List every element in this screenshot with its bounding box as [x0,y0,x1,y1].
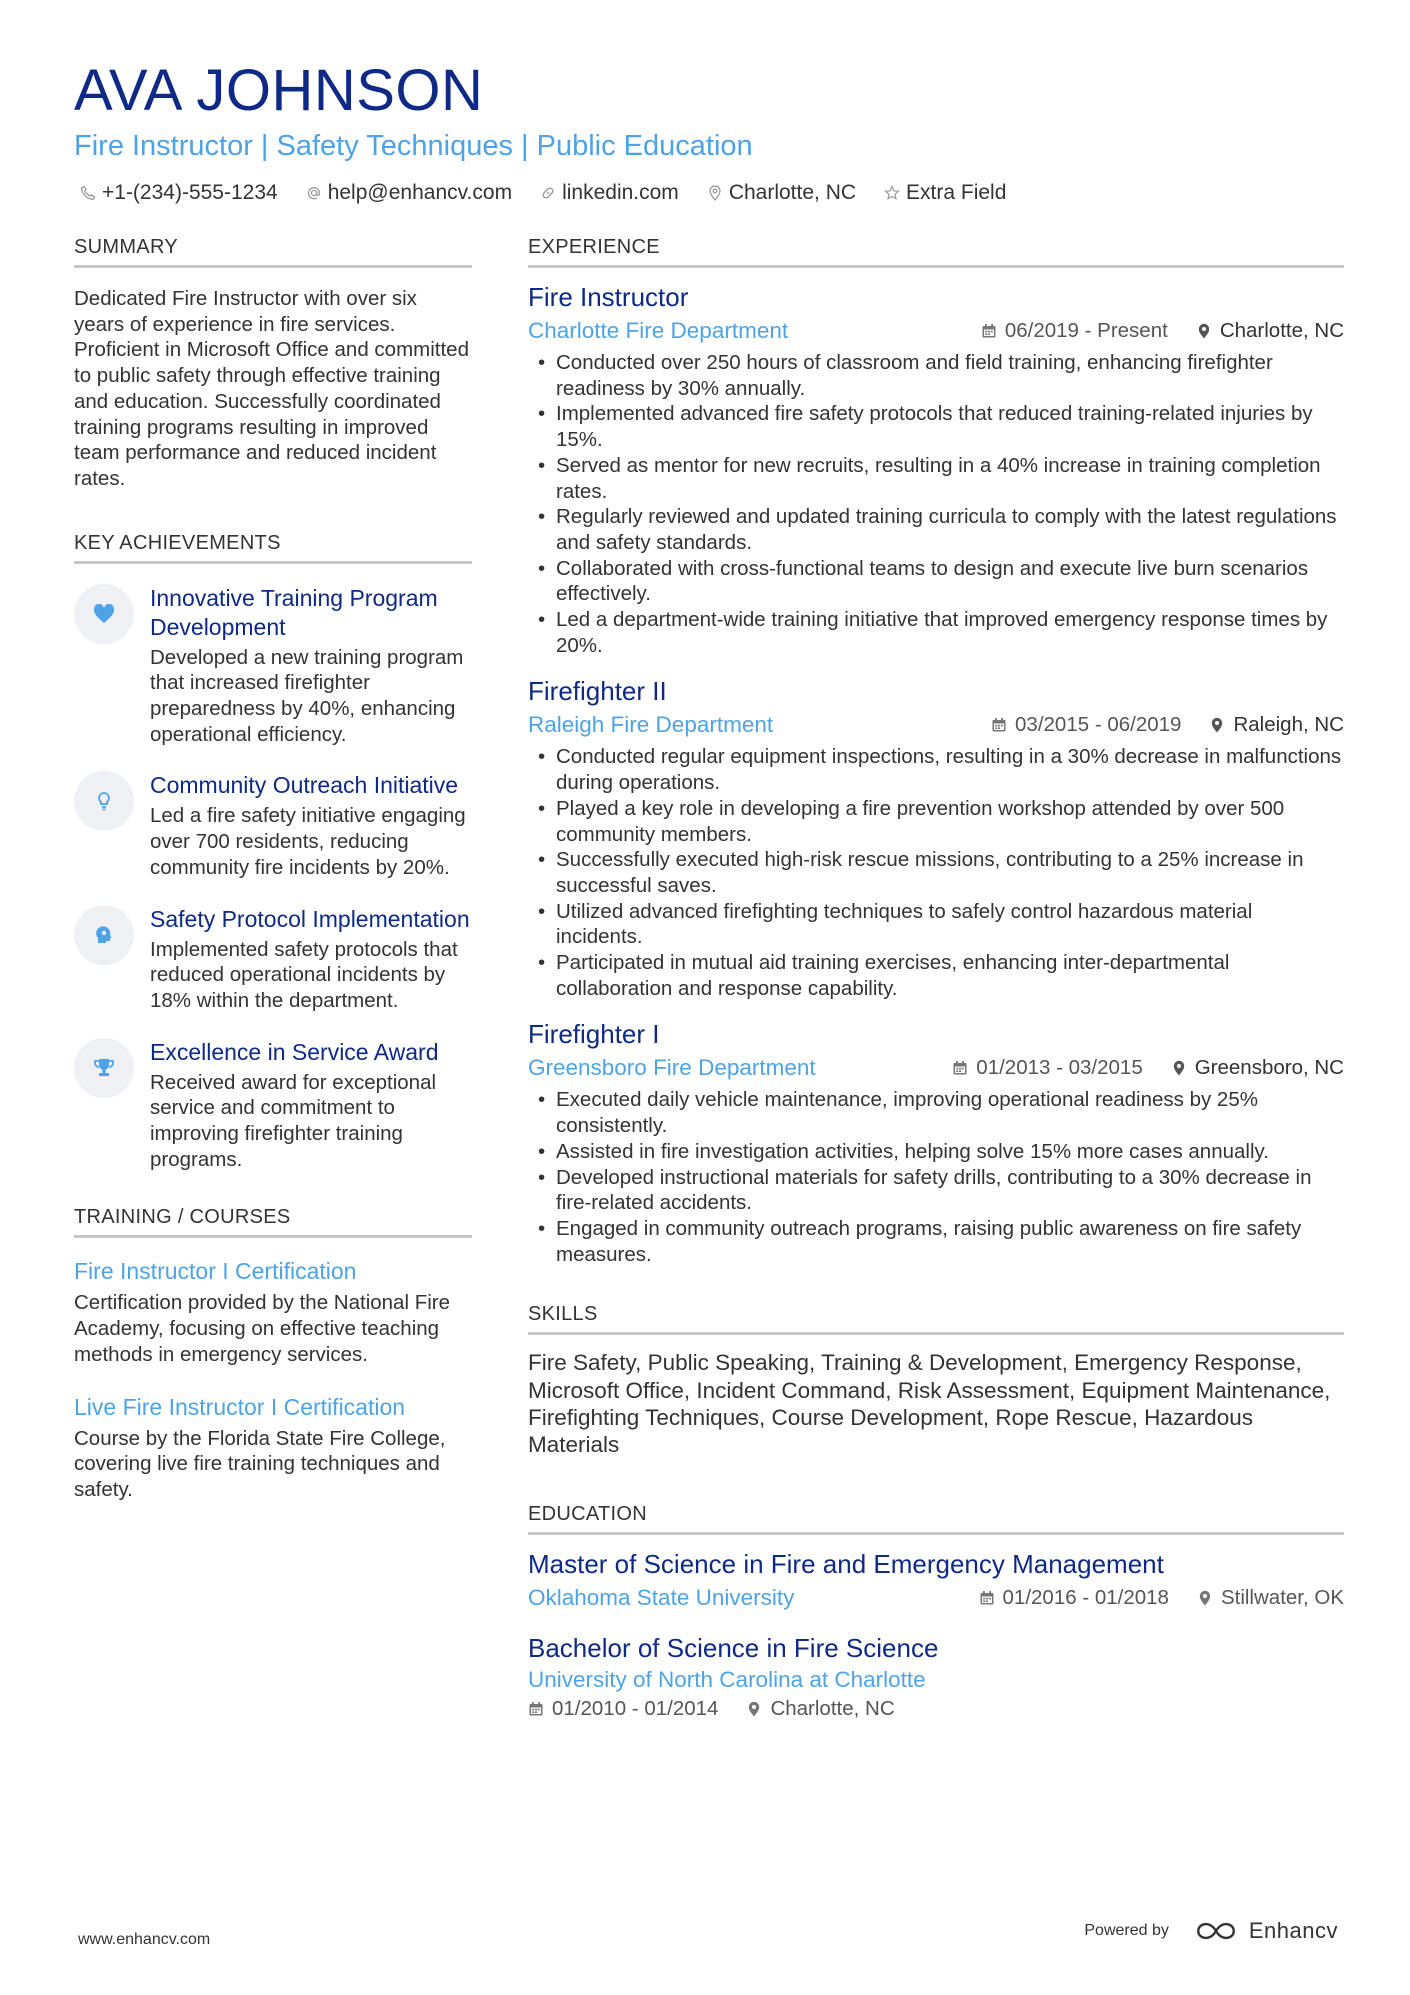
job-bullets [528,744,1344,1001]
candidate-tagline: Fire Instructor | Safety Techniques | Public Education [74,130,753,162]
training-section [74,1206,472,1502]
skills-heading: SKILLS [528,1303,1344,1335]
right-column [528,236,1344,1739]
calendar-icon [952,1060,968,1076]
achievement-text: Developed a new training program that increased firefighter preparedness by 40%, enhancing operational efficiency. [150,645,464,746]
experience-heading: EXPERIENCE [528,236,1344,268]
company-name: Charlotte Fire Department [528,318,789,343]
education-location-text: Charlotte, NC [770,1696,895,1720]
summary-heading: SUMMARY [74,236,472,268]
infinity-logo-icon [1193,1919,1239,1943]
trophy-icon [92,1056,116,1080]
job-entry [528,280,1344,658]
achievement-title: Excellence in Service Award [150,1038,439,1065]
job-location [1171,1056,1344,1080]
location-pin-icon [746,1701,762,1717]
course-title: Live Fire Instructor I Certification [74,1393,406,1420]
candidate-name: AVA JOHNSON [74,58,484,123]
job-bullet: • Implemented advanced fire safety protocols that reduced training-related injuries by 15%. [528,401,1344,452]
achievements-section [74,532,472,1173]
resume-header [74,60,1344,208]
achievement-title: Community Outreach Initiative [150,772,459,799]
job-bullets [528,350,1344,658]
achievement-icon-wrap [74,584,134,644]
job-bullet: • Conducted over 250 hours of classroom and field training, enhancing firefighter readiness by 30% annually. [528,350,1344,401]
experience-section [528,236,1344,1267]
job-dates-text: 01/2013 - 03/2015 [976,1056,1143,1080]
skills-list: Fire Safety, Public Speaking, Training & Development, Emergency Response, Microsoft Office, Incident Command, Risk Assessment, Equipment Maintenance, Firefighting Techniques, Course Development, Rope Rescue, Hazardous Materials [528,1350,1331,1458]
job-location-text: Greensboro, NC [1194,1056,1344,1080]
contact-location-text: Charlotte, NC [728,181,857,204]
job-bullet: • Led a department-wide training initiative that improved emergency response times by 20%. [528,607,1344,658]
education-dates [979,1586,1169,1610]
head-gear-icon [92,923,116,947]
achievement-icon-wrap [74,905,134,965]
achievement-icon-wrap [74,1038,134,1098]
job-location-text: Raleigh, NC [1233,713,1344,737]
job-dates [952,1056,1142,1080]
course-title: Fire Instructor I Certification [74,1258,357,1285]
job-title: Fire Instructor [528,282,689,312]
job-title: Firefighter I [528,1019,660,1050]
footer-website[interactable]: www.enhancv.com [78,1931,211,1948]
calendar-icon [979,1590,995,1606]
achievement-item [74,905,472,1014]
achievement-icon-wrap [74,771,134,831]
achievement-item [74,1038,472,1173]
contact-email-text[interactable]: help@enhancv.com [327,181,513,204]
achievement-item [74,771,472,880]
school-name: University of North Carolina at Charlotte [528,1666,926,1692]
job-bullet: • Regularly reviewed and updated training curricula to comply with the latest regulations and safety standards. [528,504,1344,555]
course-item [74,1256,472,1367]
job-entry [528,1017,1344,1267]
job-entry [528,674,1344,1001]
training-heading: TRAINING / COURSES [74,1206,472,1238]
calendar-icon [981,323,997,339]
job-dates [991,713,1181,737]
job-location-text: Charlotte, NC [1219,319,1344,342]
education-location-text: Stillwater, OK [1220,1585,1344,1609]
job-bullet: • Executed daily vehicle maintenance, improving operational readiness by 25% consistently. [528,1087,1344,1138]
location-pin-icon [1171,1060,1187,1076]
education-entry [528,1547,1344,1613]
achievement-text: Received award for exceptional service and commitment to improving firefighter training programs. [150,1070,437,1171]
contact-email[interactable] [306,178,512,208]
achievement-text: Implemented safety protocols that reduced operational incidents by 18% within the department. [150,937,458,1012]
contact-phone [80,178,278,208]
course-text: Course by the Florida State Fire College, covering live fire training techniques and safety. [74,1426,446,1501]
course-text: Certification provided by the National Fire Academy, focusing on effective teaching methods in emergency services. [74,1291,451,1366]
summary-text: Dedicated Fire Instructor with over six years of experience in fire services. Proficient in Microsoft Office and committed to public safety through effective training and education. Successfully coordinated training programs resulting in improved team performance and reduced incident rates. [74,287,469,490]
lightbulb-icon [92,789,116,813]
star-icon [884,185,900,201]
footer-branding [1084,1918,1338,1944]
degree-title: Bachelor of Science in Fire Science [528,1632,939,1663]
degree-title: Master of Science in Fire and Emergency Management [528,1548,1164,1579]
job-bullet: • Played a key role in developing a fire prevention workshop attended by over 500 community members. [528,796,1344,847]
job-dates-text: 03/2015 - 06/2019 [1015,713,1182,737]
achievement-text: Led a fire safety initiative engaging over 700 residents, reducing community fire incidents by 20%. [150,804,466,879]
company-name: Raleigh Fire Department [528,712,774,738]
enhancv-logo[interactable] [1193,1918,1338,1944]
calendar-icon [991,717,1007,733]
job-bullet: • Conducted regular equipment inspections, resulting in a 30% decrease in malfunctions during operations. [528,744,1344,795]
contact-phone-text: +1-(234)-555-1234 [102,181,278,204]
contact-bar [80,178,1344,208]
job-bullet: • Utilized advanced firefighting techniques to safely control hazardous material incidents. [528,899,1344,950]
achievement-title: Safety Protocol Implementation [150,905,470,932]
calendar-icon [528,1701,544,1717]
location-pin-icon [1209,717,1225,733]
job-title: Firefighter II [528,676,667,707]
job-bullet: • Participated in mutual aid training exercises, enhancing inter-departmental collaboration and response capability. [528,950,1344,1001]
education-heading: EDUCATION [528,1503,1344,1535]
location-pin-icon [1197,1590,1213,1606]
brand-name: Enhancv [1248,1918,1338,1943]
job-bullet: • Engaged in community outreach programs, raising public awareness on fire safety measures. [528,1216,1344,1267]
job-dates-text: 06/2019 - Present [1004,319,1168,342]
contact-location [707,178,856,208]
achievement-item [74,584,472,748]
job-dates [981,319,1168,343]
job-bullet: • Collaborated with cross-functional teams to design and execute live burn scenarios effectively. [528,556,1344,607]
at-icon [306,185,322,201]
left-column [74,236,472,1527]
education-location [1197,1586,1344,1610]
company-name: Greensboro Fire Department [528,1055,816,1081]
job-location [1196,319,1344,343]
phone-icon [80,185,96,201]
job-bullet: • Served as mentor for new recruits, resulting in a 40% increase in training completion rates. [528,453,1344,504]
education-dates [528,1697,718,1721]
contact-linkedin-text[interactable]: linkedin.com [562,181,679,204]
link-icon [540,185,556,201]
location-icon [707,185,723,201]
achievements-heading: KEY ACHIEVEMENTS [74,532,472,564]
school-name: Oklahoma State University [528,1584,795,1610]
powered-by-label: Powered by [1084,1922,1169,1939]
job-bullet: • Developed instructional materials for safety drills, contributing to a 30% decrease in fire-related accidents. [528,1165,1344,1216]
job-bullet: • Successfully executed high-risk rescue missions, contributing to a 25% increase in successful saves. [528,847,1344,898]
location-pin-icon [1196,323,1212,339]
contact-linkedin[interactable] [540,178,679,208]
education-entry [528,1631,1344,1721]
job-bullet: • Assisted in fire investigation activities, helping solve 15% more cases annually. [528,1139,1344,1165]
contact-extra [884,178,1006,208]
heart-icon [92,602,116,626]
job-location [1209,713,1344,737]
job-bullets [528,1087,1344,1267]
skills-section [528,1303,1344,1458]
contact-extra-text: Extra Field [906,181,1007,204]
education-location [746,1697,894,1721]
education-dates-text: 01/2010 - 01/2014 [552,1696,719,1720]
achievement-title: Innovative Training Program Development [150,584,438,640]
education-section [528,1503,1344,1721]
education-dates-text: 01/2016 - 01/2018 [1002,1585,1169,1609]
course-item [74,1392,472,1503]
summary-section [74,236,472,492]
